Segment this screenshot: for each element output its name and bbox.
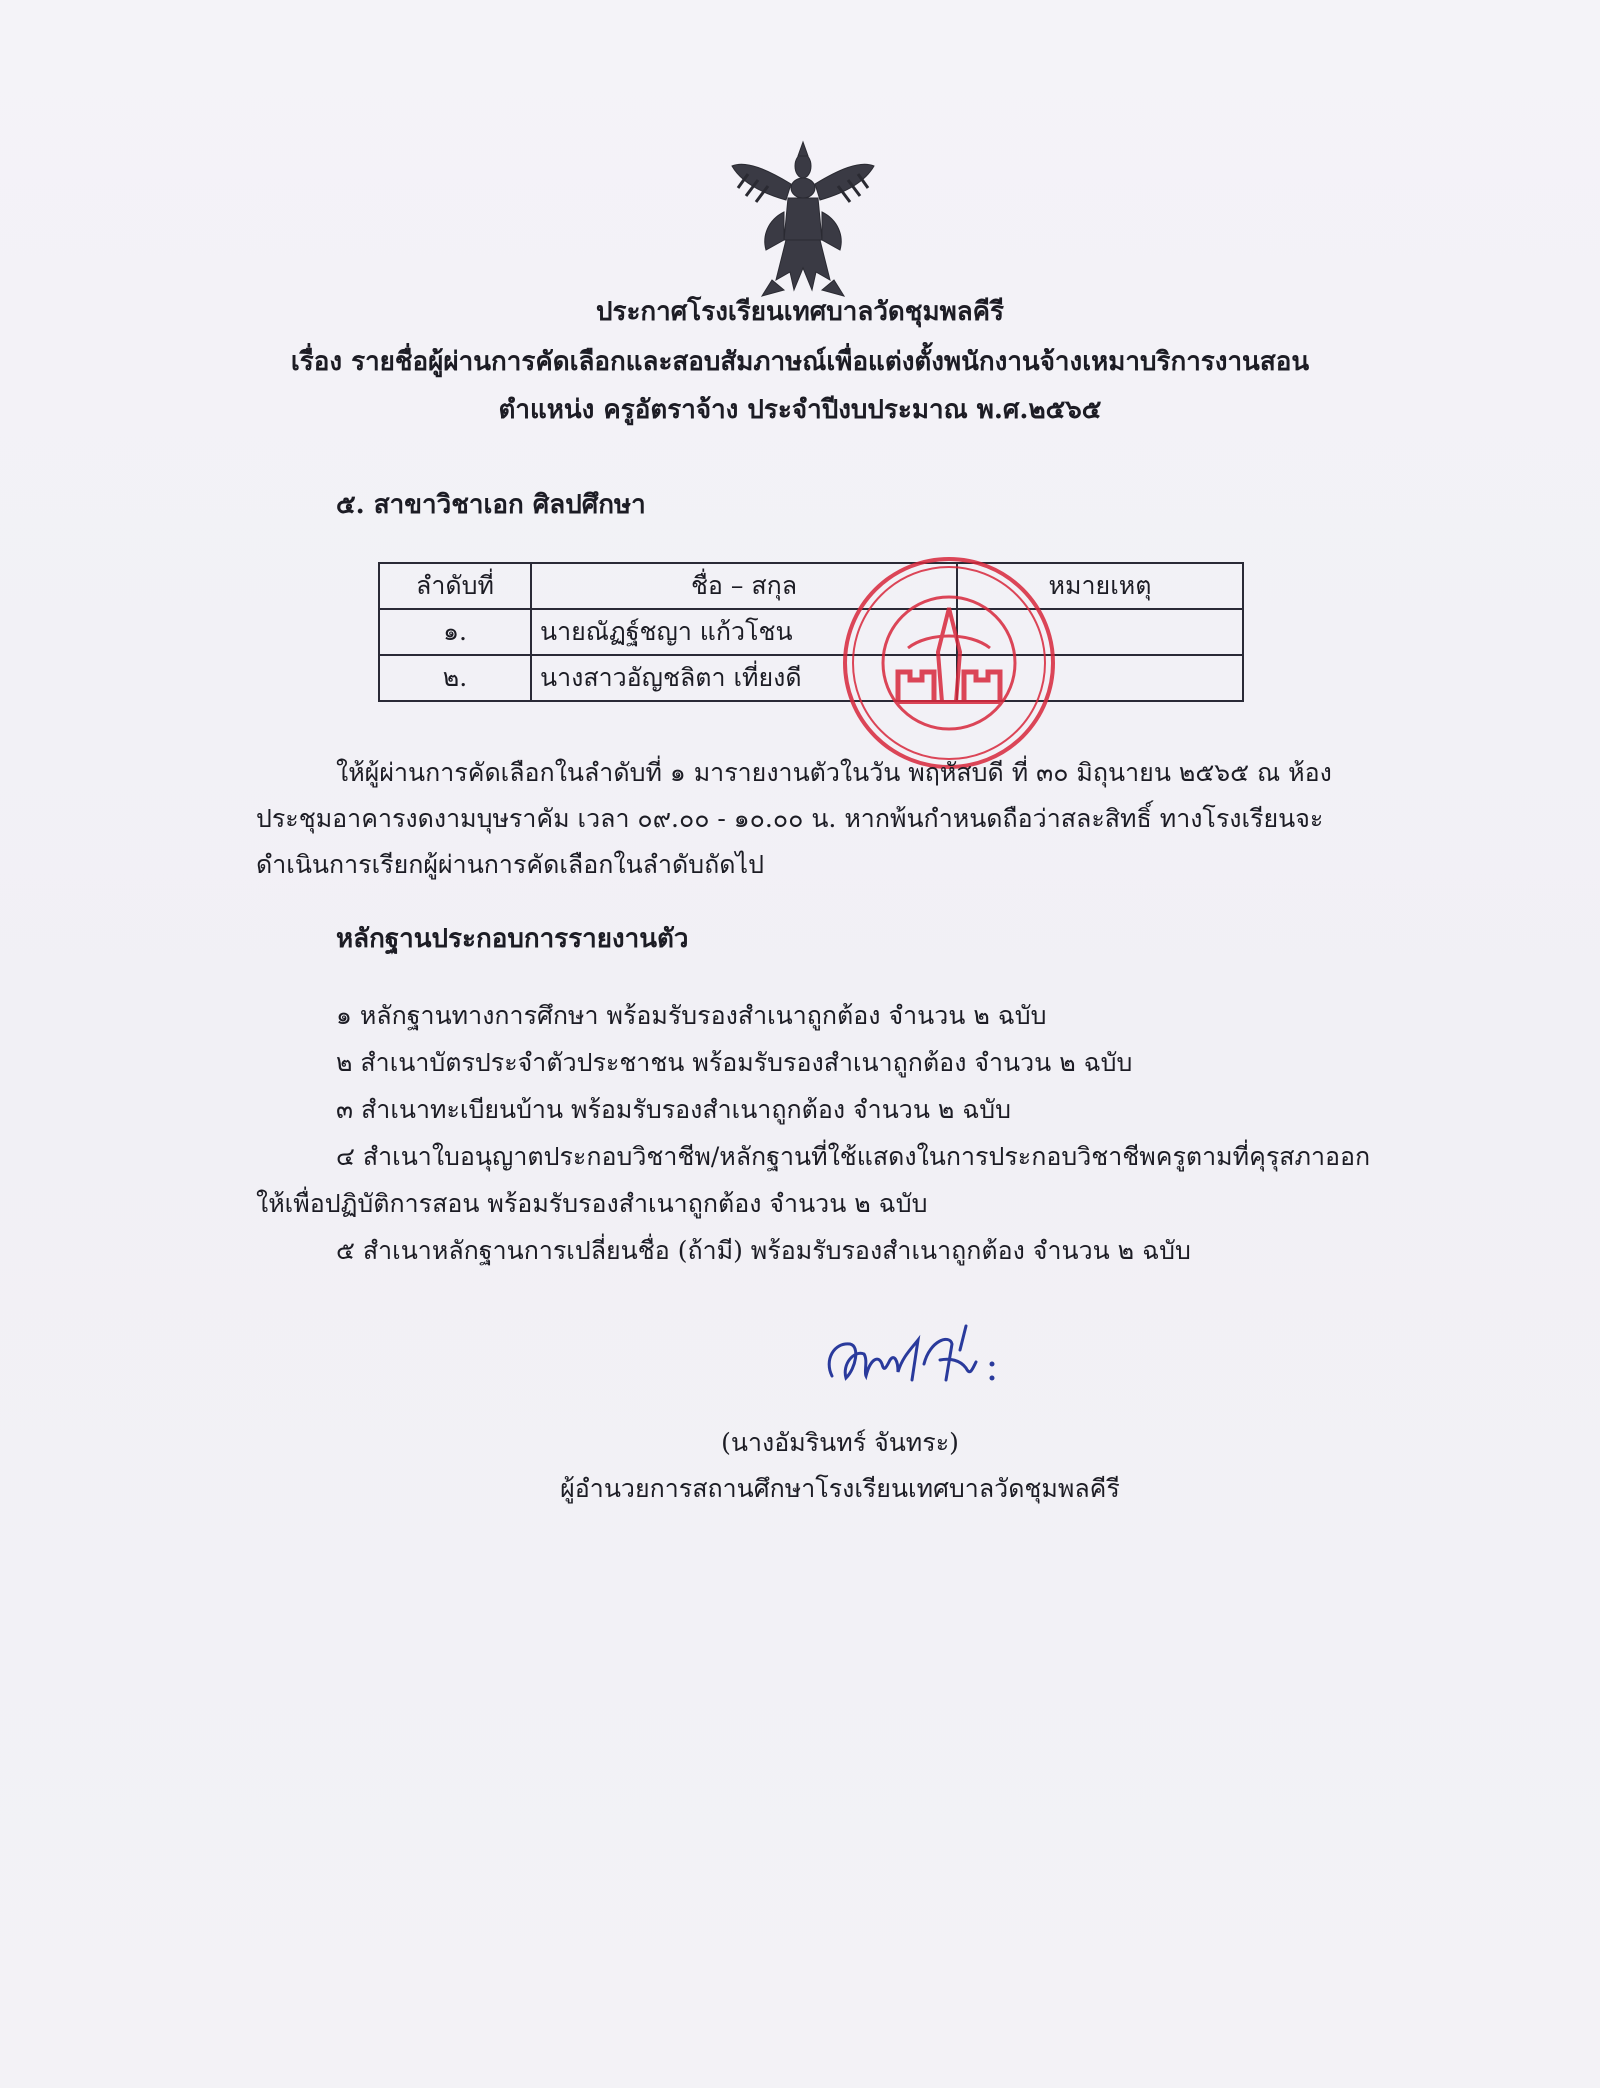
- table-row: [379, 609, 1243, 655]
- row-name: นางสาวอัญชลิตา เที่ยงดี: [531, 655, 957, 701]
- section-title: ๕. สาขาวิชาเอก ศิลปศึกษา: [336, 490, 646, 520]
- report-instruction-paragraph: ให้ผู้ผ่านการคัดเลือกในลำดับที่ ๑ มารายงานตัวในวัน พฤหัสบดี ที่ ๓๐ มิถุนายน ๒๕๖๕ ณ ห้องประชุมอาคารงดงามบุษราคัม เวลา ๐๙.๐๐ - ๑๐.๐๐ น. หากพ้นกำหนดถือว่าสละสิทธิ์ ทางโรงเรียนจะดำเนินการเรียกผู้ผ่านการคัดเลือกในลำดับถัดไป: [256, 758, 1332, 879]
- evidence-list: [256, 992, 1376, 1274]
- row-number: ๑.: [379, 609, 531, 655]
- announcement-title: ประกาศโรงเรียนเทศบาลวัดชุมพลคีรี: [595, 297, 1005, 327]
- signer-name: (นางอัมรินทร์ จันทระ): [721, 1428, 959, 1457]
- candidate-table: [378, 562, 1244, 702]
- list-item: ๔ สำเนาใบอนุญาตประกอบวิชาชีพ/หลักฐานที่ใช้แสดงในการประกอบวิชาชีพครูตามที่คุรุสภาออกให้เพื่อปฏิบัติการสอน พร้อมรับรองสำเนาถูกต้อง จำนวน ๒ ฉบับ: [256, 1142, 1371, 1218]
- evidence-title: หลักฐานประกอบการรายงานตัว: [336, 924, 689, 954]
- signer-position: ผู้อำนวยการสถานศึกษาโรงเรียนเทศบาลวัดชุมพลคีรี: [560, 1474, 1120, 1503]
- announcement-position: ตำแหน่ง ครูอัตราจ้าง ประจำปีงบประมาณ พ.ศ.๒๕๖๕: [498, 395, 1102, 425]
- row-name: นายณัฏฐ์ชญา แก้วโชน: [531, 609, 957, 655]
- garuda-emblem-icon: [728, 140, 878, 300]
- school-seal-stamp: [838, 552, 1060, 774]
- column-header-name: ชื่อ – สกุล: [531, 563, 957, 609]
- table-header-row: [379, 563, 1243, 609]
- column-header-note: หมายเหตุ: [957, 563, 1243, 609]
- announcement-subject: เรื่อง รายชื่อผู้ผ่านการคัดเลือกและสอบสัมภาษณ์เพื่อแต่งตั้งพนักงานจ้างเหมาบริการงานสอน: [290, 347, 1310, 377]
- list-item: ๒ สำเนาบัตรประจำตัวประชาชน พร้อมรับรองสำเนาถูกต้อง จำนวน ๒ ฉบับ: [336, 1048, 1133, 1077]
- list-item: ๕ สำเนาหลักฐานการเปลี่ยนชื่อ (ถ้ามี) พร้อมรับรองสำเนาถูกต้อง จำนวน ๒ ฉบับ: [336, 1236, 1191, 1265]
- list-item: ๓ สำเนาทะเบียนบ้าน พร้อมรับรองสำเนาถูกต้อง จำนวน ๒ ฉบับ: [336, 1095, 1012, 1124]
- signature: [820, 1320, 1020, 1400]
- column-header-number: ลำดับที่: [379, 563, 531, 609]
- list-item: ๑ หลักฐานทางการศึกษา พร้อมรับรองสำเนาถูกต้อง จำนวน ๒ ฉบับ: [336, 1001, 1047, 1030]
- row-number: ๒.: [379, 655, 531, 701]
- table-row: [379, 655, 1243, 701]
